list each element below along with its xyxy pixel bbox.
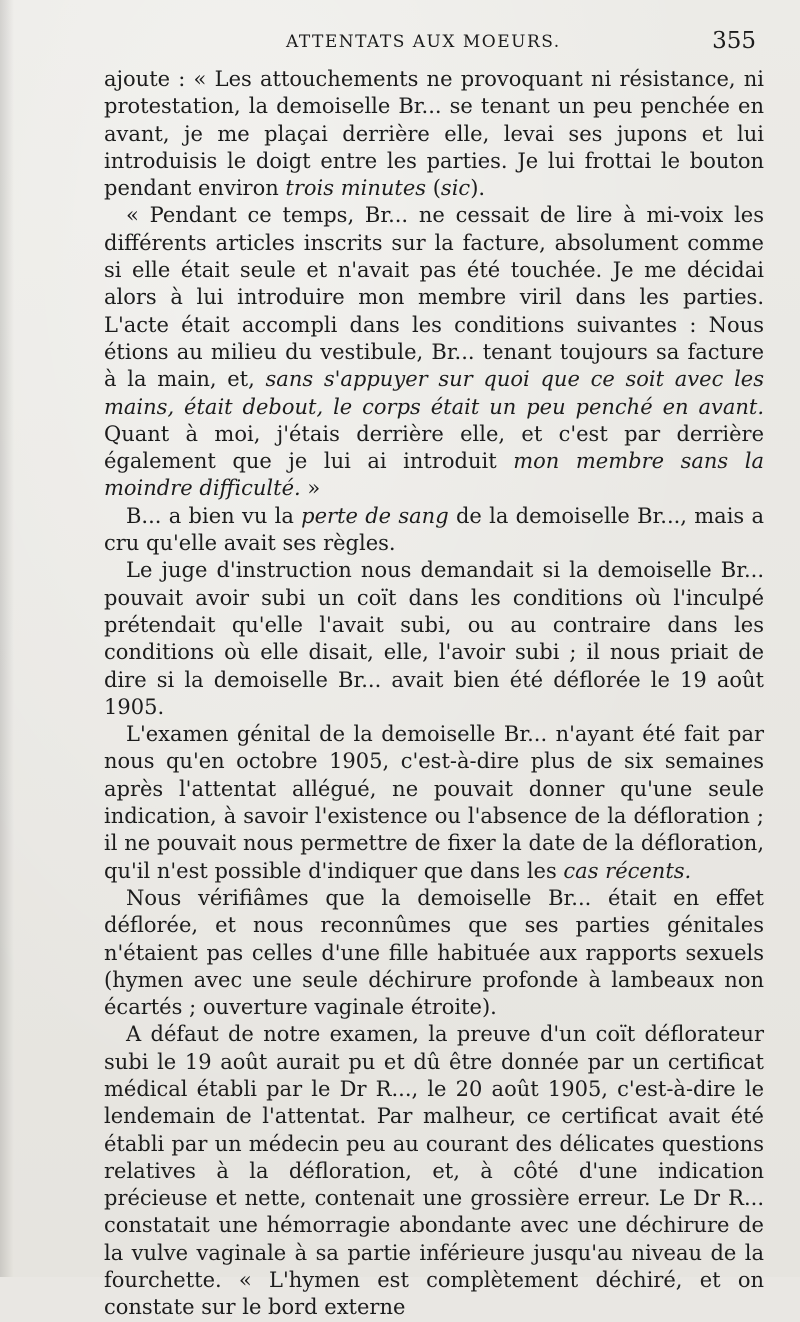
paragraph <box>104 202 764 502</box>
italic-text-segment: perte de sang <box>301 503 449 528</box>
text-segment: » <box>300 476 321 501</box>
text-segment: L'examen génital de la demoiselle Br... n'ayant été fait par nous qu'en octobre 1905, c'est-à-dire plus de six semaines après l'attentat allégué, ne pouvait donner qu'une seule indication, à savoir l'existence ou l'absence de la défloration ; il ne pouvait nous permettre de fixer la date de la défloration, qu'il n'est possible d'indiquer que dans les <box>104 722 764 883</box>
italic-text-segment: sic <box>440 176 471 201</box>
paragraph <box>104 66 764 202</box>
body-text <box>104 66 764 1322</box>
text-segment: de la demoiselle Br..., mais a cru qu'elle avait ses règles. <box>104 503 765 556</box>
running-title: ATTENTATS AUX MOEURS. <box>286 32 561 52</box>
italic-text-segment: trois minutes <box>285 176 427 201</box>
text-segment: Le juge d'instruction nous demandait si la demoiselle Br... pouvait avoir subi un coït dans les conditions où l'inculpé prétendait qu'elle l'avait subi, ou au contraire dans les conditions où elle disait, elle, l'avoir subi ; il nous priait de dire si la demoiselle Br... avait bien été déflorée le 19 août 1905. <box>104 558 764 719</box>
paragraph <box>104 721 764 885</box>
paragraph <box>104 503 764 558</box>
italic-text-segment: mon membre sans la moindre difficulté. <box>104 449 765 501</box>
text-segment: Quant à moi, j'étais derrière elle, et c'est par derrière également que je lui ai introduit <box>104 421 764 474</box>
text-segment: ( <box>426 176 441 201</box>
italic-text-segment: sans s'appuyer sur quoi que ce soit avec les mains, était debout, le corps était un peu penché en avant. <box>104 367 764 419</box>
page-header <box>104 28 756 62</box>
paragraph <box>104 557 764 721</box>
page-number: 355 <box>712 28 756 54</box>
paragraph <box>104 885 764 1021</box>
text-segment: B... a bien vu la <box>126 503 302 528</box>
text-segment: Nous vérifiâmes que la demoiselle Br... était en effet déflorée, et nous reconnûmes que ses parties génitales n'étaient pas celles d'une fille habituée aux rapports sexuels (hymen avec une seule déchirure profonde à lambeaux non écartés ; ouverture vaginale étroite). <box>104 885 764 1020</box>
page-gutter-shadow <box>0 0 14 1277</box>
text-segment: ). <box>470 176 486 201</box>
italic-text-segment: cas récents. <box>563 858 692 883</box>
text-segment: « Pendant ce temps, Br... ne cessait de lire à mi-voix les différents articles inscrits sur la facture, absolument comme si elle était seule et n'avait pas été touchée. Je me décidai alors à lui introduire mon membre viril dans les parties. L'acte était accompli dans les conditions suivantes : Nous étions au milieu du vestibule, Br... tenant toujours sa facture à la main, et, <box>104 203 764 392</box>
text-segment: A défaut de notre examen, la preuve d'un coït déflorateur subi le 19 août aurait pu et dû être donnée par un certificat médical établi par le Dr R..., le 20 août 1905, c'est-à-dire le lendemain de l'attentat. Par malheur, ce certificat avait été établi par un médecin peu au courant des délicates questions relatives à la défloration, et, à côté d'une indication précieuse et nette, contenait une grossière erreur. Le Dr R... constatait une hémorragie abondante avec une déchirure de la vulve vaginale à sa partie inférieure jusqu'au niveau de la fourchette. « L'hymen est complètement déchiré, et on constate sur le bord externe <box>104 1022 764 1320</box>
text-segment: ajoute : « Les attouchements ne provoquant ni résistance, ni protestation, la demoiselle Br... se tenant un peu penchée en avant, je me plaçai derrière elle, levai ses jupons et lui introduisis le doigt entre les parties. Je lui frottai le bouton pendant environ <box>104 67 764 201</box>
